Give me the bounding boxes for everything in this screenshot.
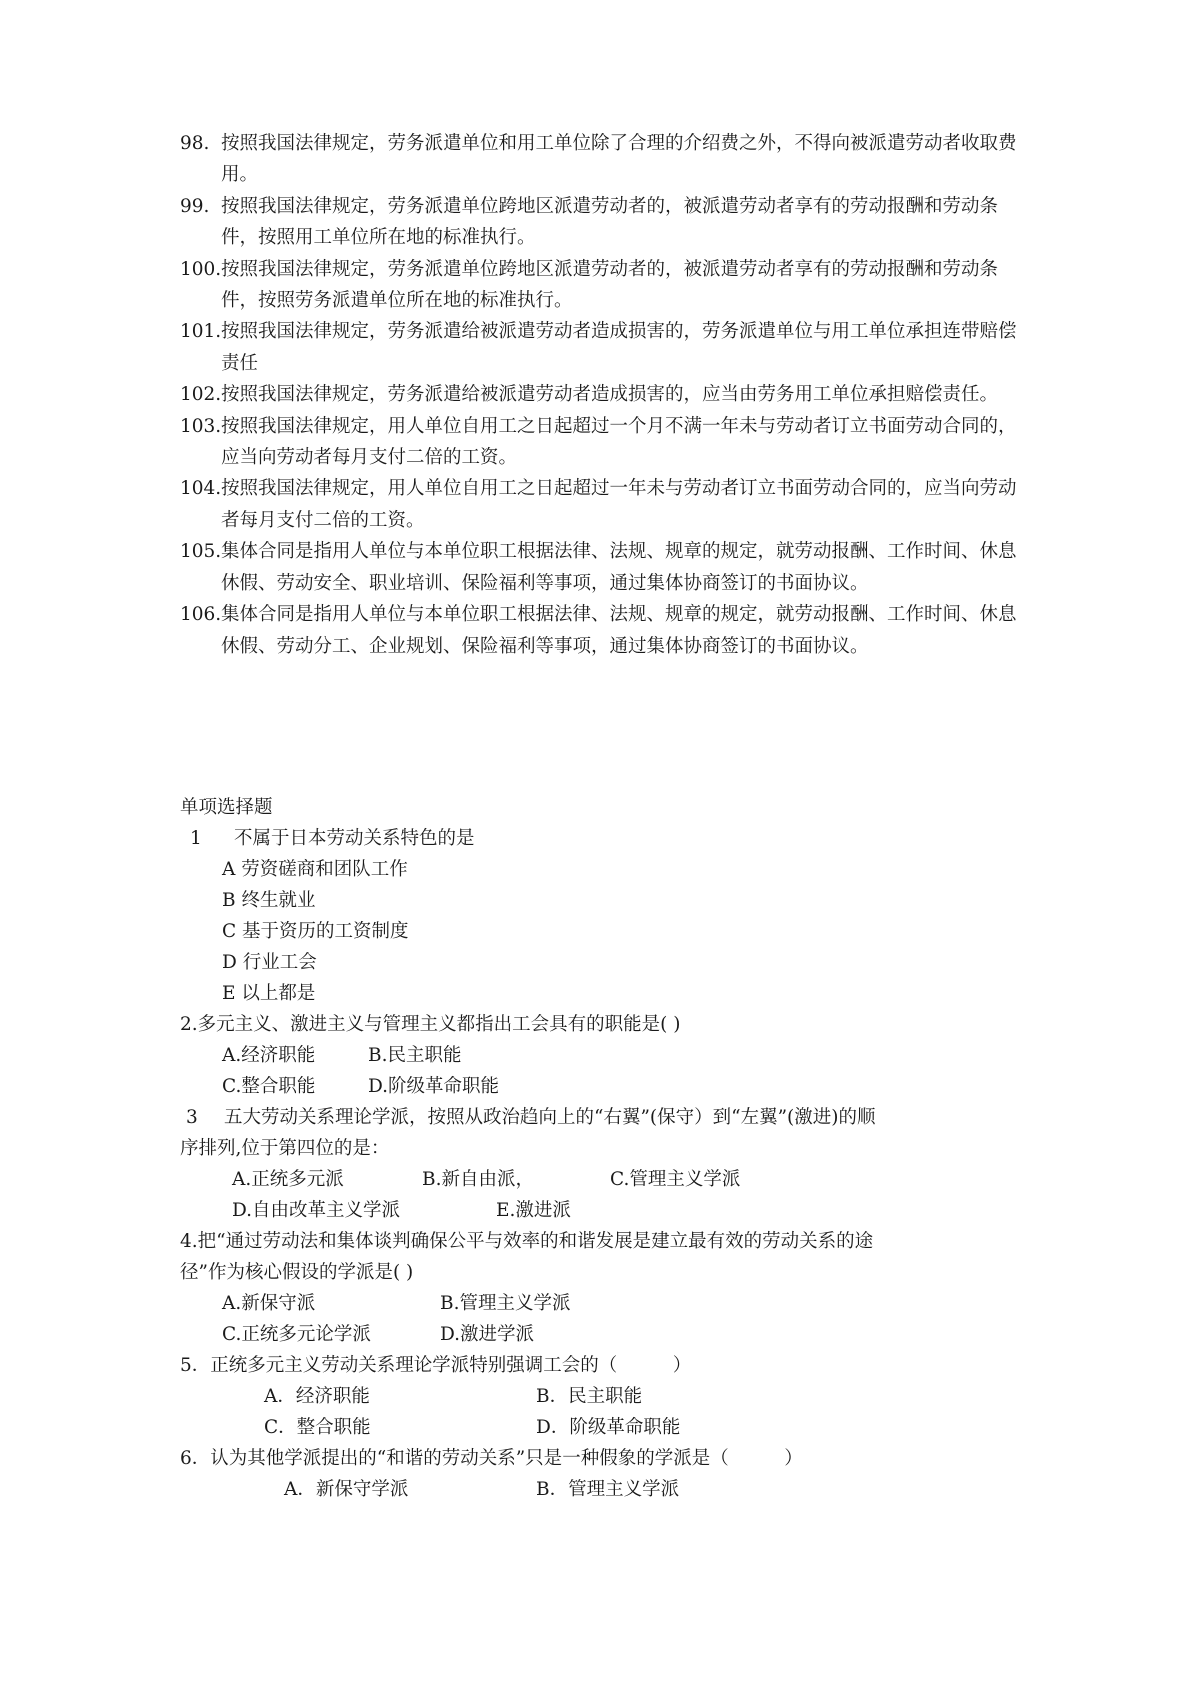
- question-stem: 径”作为核心假设的学派是( ): [180, 1262, 414, 1283]
- item-number: 100.: [180, 258, 222, 280]
- item-text: 集体合同是指用人单位与本单位职工根据法律、法规、规章的规定，就劳动报酬、工作时间、休息休假、劳动安全、职业培训、保险福利等事项，通过集体协商签订的书面协议。: [221, 541, 1017, 594]
- option-c: C.管理主义学派: [610, 1169, 741, 1190]
- item-text: 按照我国法律规定，劳务派遣单位跨地区派遣劳动者的，被派遣劳动者享有的劳动报酬和劳动条件，按照劳务派遣单位所在地的标准执行。: [221, 258, 999, 312]
- item-number: 101.: [180, 321, 222, 343]
- option-b: B.新自由派，: [422, 1169, 534, 1190]
- option-c: C.整合职能: [222, 1076, 316, 1097]
- item-number: 102.: [180, 384, 222, 406]
- item-text: 按照我国法律规定，用人单位自用工之日起超过一个月不满一年未与劳动者订立书面劳动合同的，应当向劳动者每月支付二倍的工资。: [221, 415, 1017, 469]
- item-text: 按照我国法律规定，劳务派遣单位和用工单位除了合理的介绍费之外，不得向被派遣劳动者收取费用。: [221, 133, 1017, 186]
- option-b: B 终生就业: [222, 890, 316, 911]
- question-stem: 6．认为其他学派提出的“和谐的劳动关系”只是一种假象的学派是（ ）: [180, 1448, 803, 1469]
- option-d: D.激进学派: [440, 1324, 535, 1345]
- question-stem: 5．正统多元主义劳动关系理论学派特别强调工会的（ ）: [180, 1355, 692, 1376]
- option-b: B．民主职能: [536, 1386, 643, 1407]
- item-number: 105.: [180, 541, 222, 563]
- option-a: A.正统多元派: [232, 1169, 344, 1190]
- option-e: E.激进派: [496, 1200, 571, 1221]
- option-b: B．管理主义学派: [536, 1479, 680, 1500]
- option-d: D.阶级革命职能: [368, 1076, 500, 1097]
- item-number: 99.: [180, 195, 210, 217]
- option-a: A 劳资磋商和团队工作: [222, 859, 408, 880]
- list-item: [180, 411, 1030, 474]
- list-item: [180, 599, 1030, 662]
- list-item: [180, 316, 1030, 379]
- option-c: C．整合职能: [264, 1417, 371, 1438]
- option-c: C.正统多元论学派: [222, 1324, 371, 1345]
- question-number: 1: [190, 828, 202, 849]
- item-number: 106.: [180, 604, 222, 626]
- option-b: B.民主职能: [368, 1045, 462, 1066]
- list-item: [180, 473, 1030, 536]
- list-item: [180, 536, 1030, 599]
- option-d: D.自由改革主义学派: [232, 1200, 401, 1221]
- question-number: 3: [186, 1107, 198, 1128]
- list-item: [180, 379, 1030, 410]
- option-c: C 基于资历的工资制度: [222, 921, 409, 942]
- option-a: A.新保守派: [222, 1293, 316, 1314]
- list-item: [180, 191, 1030, 254]
- section-title: 单项选择题: [180, 797, 273, 818]
- option-d: D．阶级革命职能: [536, 1417, 681, 1438]
- item-text: 按照我国法律规定，劳务派遣给被派遣劳动者造成损害的，劳务派遣单位与用工单位承担连带赔偿责任: [221, 321, 1017, 374]
- question-stem: 2.多元主义、激进主义与管理主义都指出工会具有的职能是( ): [180, 1014, 681, 1035]
- item-text: 按照我国法律规定，劳务派遣单位跨地区派遣劳动者的，被派遣劳动者享有的劳动报酬和劳动条件，按照用工单位所在地的标准执行。: [221, 195, 999, 249]
- item-text: 按照我国法律规定，劳务派遣给被派遣劳动者造成损害的，应当由劳务用工单位承担赔偿责任。: [221, 384, 999, 406]
- option-a: A．新保守学派: [284, 1479, 409, 1500]
- question-stem: 4.把“通过劳动法和集体谈判确保公平与效率的和谐发展是建立最有效的劳动关系的途: [180, 1231, 874, 1252]
- list-item: [180, 128, 1030, 191]
- option-b: B.管理主义学派: [440, 1293, 571, 1314]
- item-number: 104.: [180, 478, 222, 500]
- item-number: 98.: [180, 133, 210, 154]
- option-a: A.经济职能: [222, 1045, 316, 1066]
- list-item: [180, 254, 1030, 317]
- true-false-list: [180, 128, 1030, 662]
- item-text: 集体合同是指用人单位与本单位职工根据法律、法规、规章的规定，就劳动报酬、工作时间、休息休假、劳动分工、企业规划、保险福利等事项，通过集体协商签订的书面协议。: [221, 604, 1017, 657]
- item-text: 按照我国法律规定，用人单位自用工之日起超过一年未与劳动者订立书面劳动合同的，应当向劳动者每月支付二倍的工资。: [221, 478, 1017, 531]
- question-stem: 五大劳动关系理论学派，按照从政治趋向上的“右翼”(保守）到“左翼”(激进)的顺: [224, 1107, 876, 1128]
- option-d: D 行业工会: [222, 952, 317, 973]
- question-stem: 序排列,位于第四位的是：: [180, 1138, 390, 1159]
- option-e: E 以上都是: [222, 983, 316, 1004]
- question-stem: 不属于日本劳动关系特色的是: [234, 828, 475, 849]
- option-a: A．经济职能: [264, 1386, 370, 1407]
- item-number: 103.: [180, 415, 222, 437]
